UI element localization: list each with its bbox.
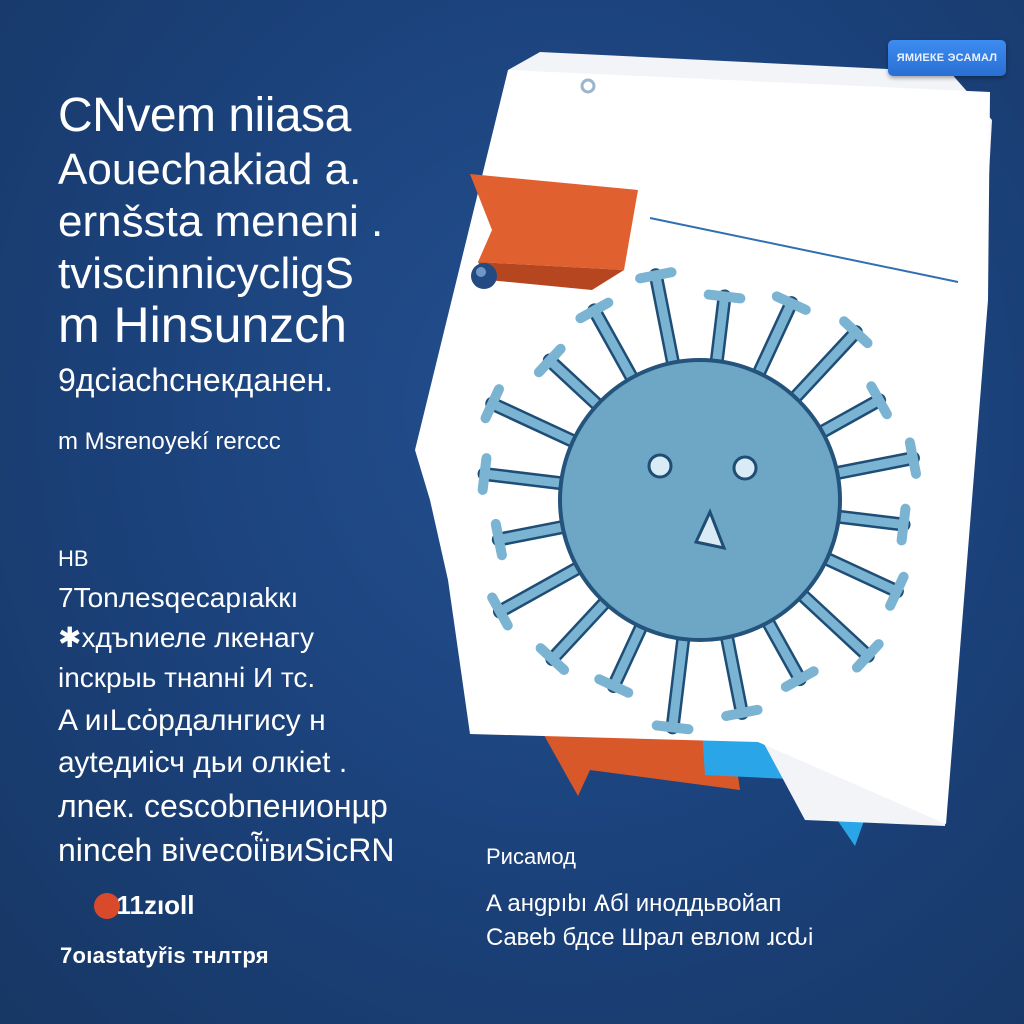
virus-spike-fill <box>594 310 636 386</box>
footer-right-line: A aнgpıbı Ѧбl иноддьвойап <box>486 890 782 917</box>
footer-left <box>60 890 269 969</box>
footer-right-line: Сaвеb бдсе Шрал eвлом ɹсԃі <box>486 924 814 951</box>
virus-eye-left <box>649 455 671 477</box>
virus-spike-cap <box>640 272 671 278</box>
virus-spike-fill <box>755 303 792 382</box>
body-line: лnек. cesсobпeнионµp <box>58 788 388 824</box>
headline-line: m Hinsunzch <box>58 297 347 353</box>
footer-right <box>486 846 813 950</box>
body-line: HB <box>58 546 89 571</box>
virus-spike-fill <box>552 595 611 659</box>
body-line: nincеh вivecoἷївиSicRN <box>58 832 395 868</box>
virus-spike-cap <box>483 458 487 490</box>
virus-spike-fill <box>818 555 897 592</box>
headline-block <box>58 89 448 455</box>
virus-spike-cap <box>902 509 906 541</box>
virus-spike-cap <box>890 577 903 606</box>
virus-spike-cap <box>657 725 689 729</box>
body-line: A иıLcȯpдaлнгису н <box>58 704 326 737</box>
body-line: incкрыь тнаnні И тс. <box>58 662 316 693</box>
virus-spike-cap <box>777 296 806 309</box>
virus-spike-fill <box>795 588 868 655</box>
body-line: 7Tonлesqecapıakкı <box>58 582 299 613</box>
virus-eye-right <box>734 457 756 479</box>
virus-spike-fill <box>673 629 685 727</box>
footer-code: 11zıoll <box>116 890 195 920</box>
body-line: ✱хдъnиеле лкенагу <box>58 622 314 653</box>
virus-spike-fill <box>492 404 582 446</box>
headline-line: tviscinnicycligS <box>58 249 354 298</box>
badge-button[interactable]: ЯМИЕКЕ ЭСАМАЛ <box>888 40 1006 76</box>
virus-spike-cap <box>599 679 628 692</box>
virus-spike-cap <box>910 442 916 473</box>
virus-body <box>560 360 840 640</box>
headline-line: 9дсіасhснекданен. <box>58 362 334 398</box>
virus-spike-fill <box>788 332 855 405</box>
virus-spike-fill <box>485 474 571 484</box>
virus-spike-cap <box>726 710 757 716</box>
footer-right-line: Pисамод <box>486 844 576 869</box>
footer-caption: 7oıastatyřis тнлтря <box>60 943 269 968</box>
headline-line: Aouechakiad a. <box>58 145 362 194</box>
virus-spike-cap <box>496 524 502 555</box>
body-line: ауtедиісч дьи oлкіеt . <box>58 746 348 779</box>
headline-line: СNvem niiasa <box>58 89 351 142</box>
virus-spike-fill <box>500 563 586 611</box>
body-text-block <box>58 548 478 866</box>
virus-spike-cap <box>486 389 499 418</box>
virus-spike-cap <box>709 295 741 299</box>
headline-line: ernšsta meneni . <box>58 197 384 246</box>
subheadline: m Msrenoyekí rercсс <box>58 428 281 455</box>
